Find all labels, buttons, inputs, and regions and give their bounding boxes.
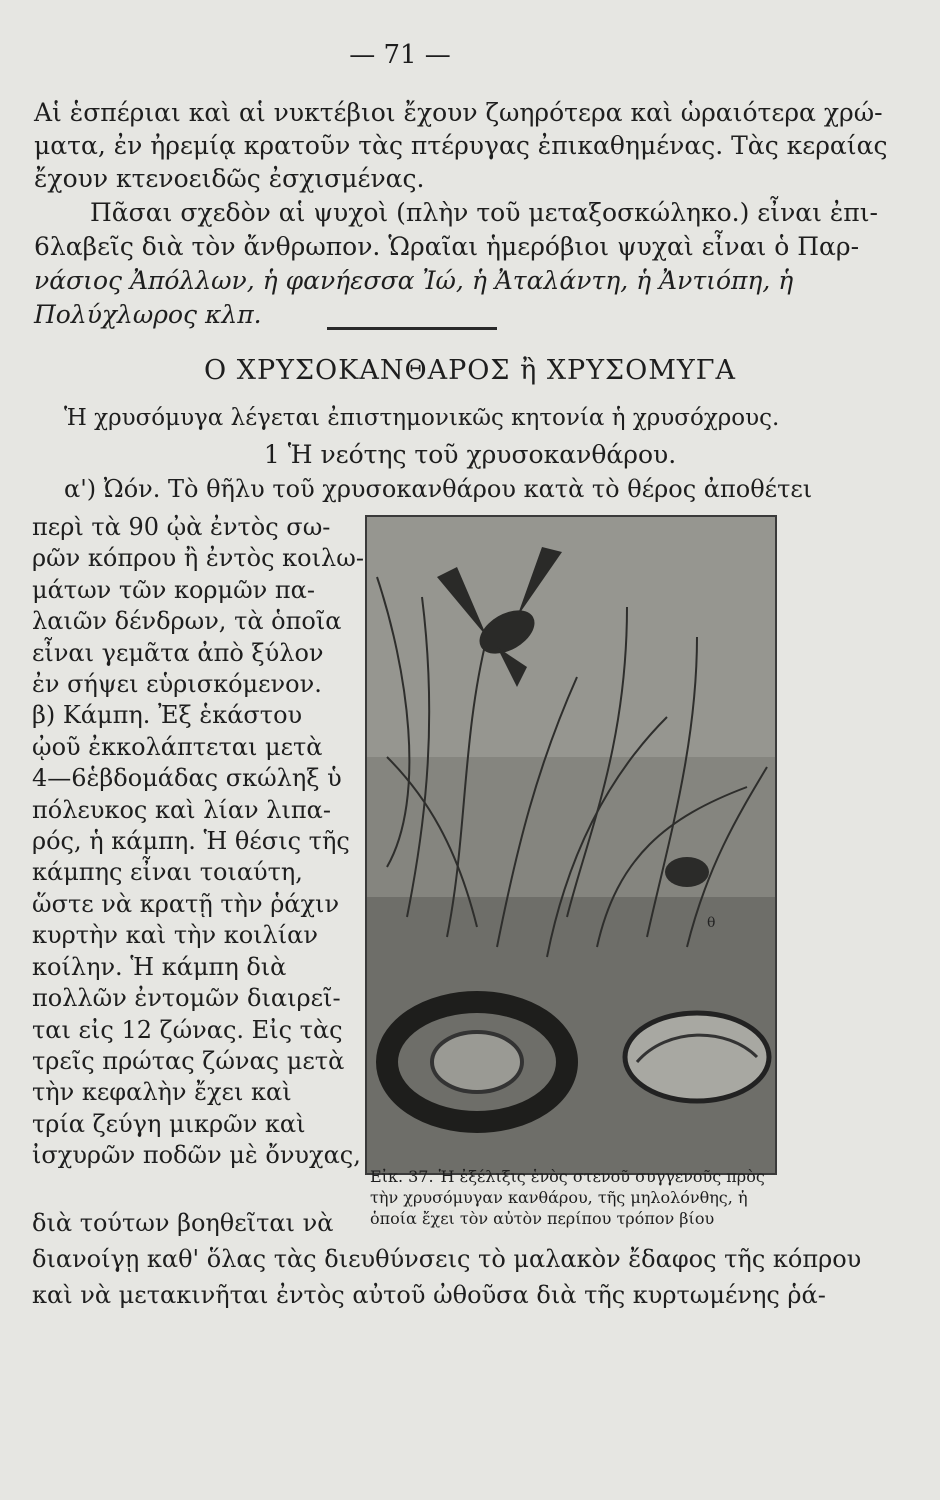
caption-line: τὴν χρυσόμυγαν κανθάρου, τῆς μηλολόνθης, ἡ (370, 1188, 748, 1207)
beetle-illustration (365, 515, 777, 1175)
bottom-line: διανοίγῃ καθ' ὅλας τὰς διευθύνσεις τὸ μαλακὸν ἔδαφος τῆς κόπρου (32, 1245, 862, 1273)
intro-line: Πᾶσαι σχεδὸν αἱ ψυχοὶ (πλὴν τοῦ μεταξοσκώληκο.) εἶναι ἐπι- (90, 198, 878, 227)
chapter-subheading: Ἡ χρυσόμυγα λέγεται ἐπιστημονικῶς κητονία ἡ χρυσόχρους. (64, 405, 780, 431)
column-line: ἰσχυρῶν ποδῶν μὲ ὄνυχας, (32, 1141, 361, 1170)
column-line: εἶναι γεμᾶτα ἀπὸ ξύλον (32, 638, 324, 667)
text-column (32, 512, 364, 1172)
intro-line: ἔχουν κτενοειδῶς ἐσχισμένας. (34, 164, 425, 193)
column-line: πολλῶν ἐντομῶν διαιρεῖ- (32, 984, 341, 1013)
intro-line: Πολύχλωρος κλπ. (34, 300, 262, 329)
intro-line: νάσιος Ἀπόλλων, ἡ φανήεσσα Ἰώ, ἡ Ἀταλάντη, ἡ Ἀντιόπη, ἡ (34, 266, 794, 295)
column-line: μάτων τῶν κορμῶν πα- (32, 575, 315, 604)
column-line: ἐν σήψει εὑρισκόμενον. (32, 670, 322, 699)
column-line: ται εἰς 12 ζώνας. Εἰς τὰς (32, 1015, 343, 1044)
column-line: κυρτὴν καὶ τὴν κοιλίαν (32, 921, 318, 950)
illustration-drawing (367, 517, 775, 1173)
section-divider (327, 327, 497, 330)
column-line: ρῶν κόπρου ἢ ἐντὸς κοιλω- (32, 544, 364, 573)
column-line: κάμπης εἶναι τοιαύτη, (32, 858, 303, 887)
column-line: τὴν κεφαλὴν ἔχει καὶ (32, 1078, 292, 1107)
column-line: τρία ζεύγη μικρῶν καὶ (32, 1109, 306, 1138)
column-line: τρεῖς πρώτας ζώνας μετὰ (32, 1046, 345, 1075)
column-line: πόλευκος καὶ λίαν λιπα- (32, 795, 331, 824)
chapter-heading: Ο ΧΡΥΣΟΚΑΝΘΑΡΟΣ ἢ ΧΡΥΣΟΜΥΓΑ (204, 355, 736, 386)
intro-line: 6λαβεῖς διὰ τὸν ἄνθρωπον. Ὡραῖαι ἡμερόβιοι ψυχαὶ εἶναι ὁ Παρ- (34, 232, 860, 261)
caption-line: Εἰκ. 37. Ἡ ἐξέλιξις ἑνὸς στενοῦ συγγενοῦς πρὸς (370, 1167, 765, 1186)
paragraph-a-first-line: α') Ὠόν. Τὸ θῆλυ τοῦ χρυσοκανθάρου κατὰ τὸ θέρος ἀποθέτει (64, 475, 813, 503)
column-line: λαιῶν δένδρων, τὰ ὁποῖα (32, 607, 342, 636)
section-heading: 1 Ἡ νεότης τοῦ χρυσοκανθάρου. (263, 440, 677, 469)
figure-caption (370, 1166, 820, 1229)
column-line: ρός, ἡ κάμπη. Ἡ θέσις τῆς (32, 827, 350, 856)
caption-line: ὁποία ἔχει τὸν αὐτὸν περίπου τρόπον βίου (370, 1209, 715, 1228)
intro-line: ματα, ἐν ἠρεμίᾳ κρατοῦν τὰς πτέρυγας ἐπικαθημένας. Τὰς κεραίας (34, 131, 888, 160)
column-line: ᾠοῦ ἐκκολάπτεται μετὰ (32, 732, 323, 761)
bottom-line: διὰ τούτων βοηθεῖται νὰ (32, 1209, 334, 1237)
page-number: — 71 — (349, 40, 451, 70)
column-line: ὥστε νὰ κρατῇ τὴν ῥάχιν (32, 889, 340, 918)
column-line: β) Κάμπη. Ἐξ ἑκάστου (32, 701, 303, 730)
column-line: 4—6ἑβδομάδας σκώληξ ὑ (32, 764, 342, 793)
bottom-line: καὶ νὰ μετακινῆται ἐντὸς αὐτοῦ ὠθοῦσα διὰ τῆς κυρτωμένης ῥά- (32, 1281, 826, 1309)
figure-label: θ (707, 915, 716, 931)
column-line: κοίλην. Ἡ κάμπη διὰ (32, 952, 287, 981)
column-line: περὶ τὰ 90 ᾠὰ ἐντὸς σω- (32, 513, 331, 541)
intro-line: Αἱ ἑσπέριαι καὶ αἱ νυκτέβιοι ἔχουν ζωηρότερα καὶ ὡραιότερα χρώ- (34, 98, 883, 127)
